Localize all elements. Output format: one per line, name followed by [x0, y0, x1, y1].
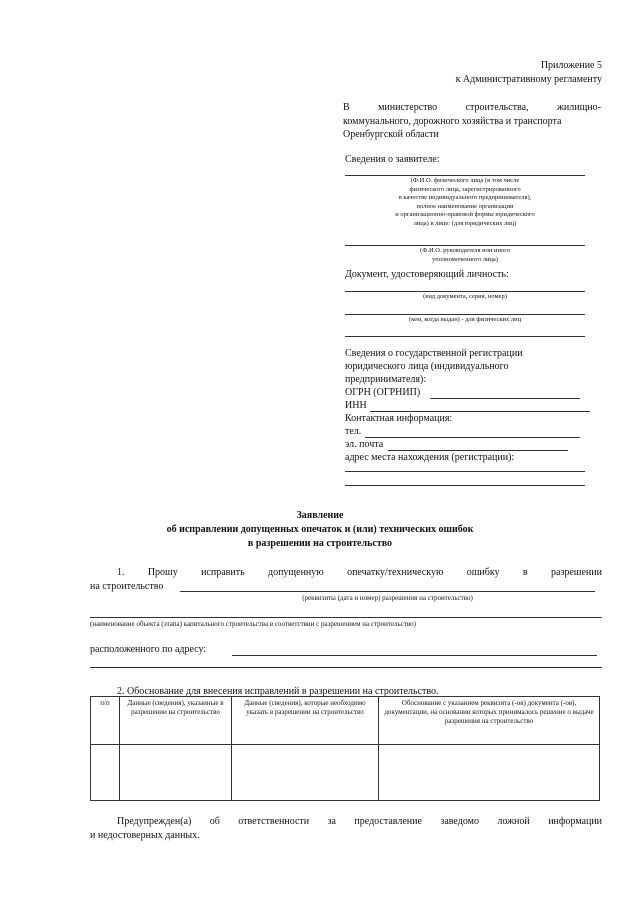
justification-table — [90, 696, 600, 801]
id-document-line[interactable] — [345, 291, 585, 292]
table-cell[interactable] — [232, 745, 379, 801]
request-line-1: 1. Прошу исправить допущенную опечатку/техническую ошибку в разрешении — [117, 567, 602, 578]
applicant-heading: Сведения о заявителе: — [345, 154, 440, 165]
table-row — [91, 745, 600, 801]
id-issued-line[interactable] — [345, 314, 585, 315]
addressee-line-1: В министерство строительства, жилищно- — [343, 102, 601, 113]
column-header-basis: Обоснование с указанием реквизита (-ов) документа (-ов), документации, на основании которых принималось решение о выдаче разрешения на строительство — [379, 697, 600, 745]
id-document-caption: (вид документа, серия, номер) — [423, 293, 507, 300]
object-address-label: расположенного по адресу: — [90, 644, 207, 655]
object-name-caption: (наименование объекта (этапа) капитального строительства в соответствии с разрешением на строительство) — [90, 620, 416, 628]
warning-line-2: и недостоверных данных. — [90, 830, 200, 841]
column-header-current: Данные (сведения), указанные в разрешении на строительство — [120, 697, 232, 745]
addressee-line-3: Оренбургской области — [343, 129, 439, 140]
object-name-field[interactable] — [90, 617, 602, 618]
table-cell[interactable] — [91, 745, 120, 801]
registration-line-3: предпринимателя): — [345, 374, 427, 385]
contact-label: Контактная информация: — [345, 413, 453, 424]
table-cell[interactable] — [120, 745, 232, 801]
justification-heading: 2. Обоснование для внесения исправлений в разрешении на строительство. — [117, 686, 439, 697]
address-label: адрес места нахождения (регистрации): — [345, 452, 515, 463]
id-issued-caption: (кем, когда выдан) - для физических лиц — [408, 316, 522, 323]
id-document-label: Документ, удостоверяющий личность: — [345, 269, 509, 280]
registration-line-2: юридического лица (индивидуального — [345, 361, 509, 372]
object-address-field[interactable] — [232, 655, 597, 656]
ogrn-label: ОГРН (ОГРНИП) — [345, 387, 421, 398]
applicant-extra-line[interactable] — [345, 336, 585, 337]
permit-details-caption: (реквизиты (дата и номер) разрешения на строительство) — [302, 594, 473, 602]
column-header-correct: Данные (сведения), которые необходимо указать в разрешении на строительство — [232, 697, 379, 745]
form-subtitle-1: об исправлении допущенных опечаток и (или) технических ошибок — [166, 524, 474, 535]
permit-details-field[interactable] — [180, 591, 595, 592]
applicant-name-line[interactable] — [345, 175, 585, 176]
phone-field[interactable] — [365, 437, 580, 438]
applicant-name-caption: (Ф.И.О. физического лица (в том числе физического лица, зарегистрированного в качестве индивидуального предпринимателя), полное наименование организации и организационно-правовой формы юридического лица) в лице: (для юридических лиц) — [395, 177, 535, 227]
address-field-1[interactable] — [345, 471, 585, 472]
table-cell[interactable] — [379, 745, 600, 801]
phone-label: тел. — [345, 426, 362, 437]
column-header-number: п/п — [91, 697, 120, 745]
table-header-row — [91, 697, 600, 745]
email-label: эл. почта — [345, 439, 384, 450]
appendix-regulation: к Административному регламенту — [455, 74, 602, 85]
ogrn-field[interactable] — [430, 398, 580, 399]
applicant-head-line[interactable] — [345, 245, 585, 246]
object-address-field-2[interactable] — [90, 667, 602, 668]
form-title: Заявление — [296, 510, 344, 521]
addressee-line-2: коммунального, дорожного хозяйства и транспорта — [343, 116, 562, 127]
form-subtitle-2: в разрешении на строительство — [247, 538, 393, 549]
address-field-2[interactable] — [345, 485, 585, 486]
request-line-2: на строительство — [90, 581, 164, 592]
registration-line-1: Сведения о государственной регистрации — [345, 348, 523, 359]
appendix-number: Приложение 5 — [540, 60, 602, 71]
warning-line-1: Предупрежден(а) об ответственности за предоставление заведомо ложной информации — [117, 816, 602, 827]
applicant-head-caption: (Ф.И.О. руководителя или иного уполномоченного лица) — [420, 247, 510, 263]
inn-label: ИНН — [345, 400, 367, 411]
